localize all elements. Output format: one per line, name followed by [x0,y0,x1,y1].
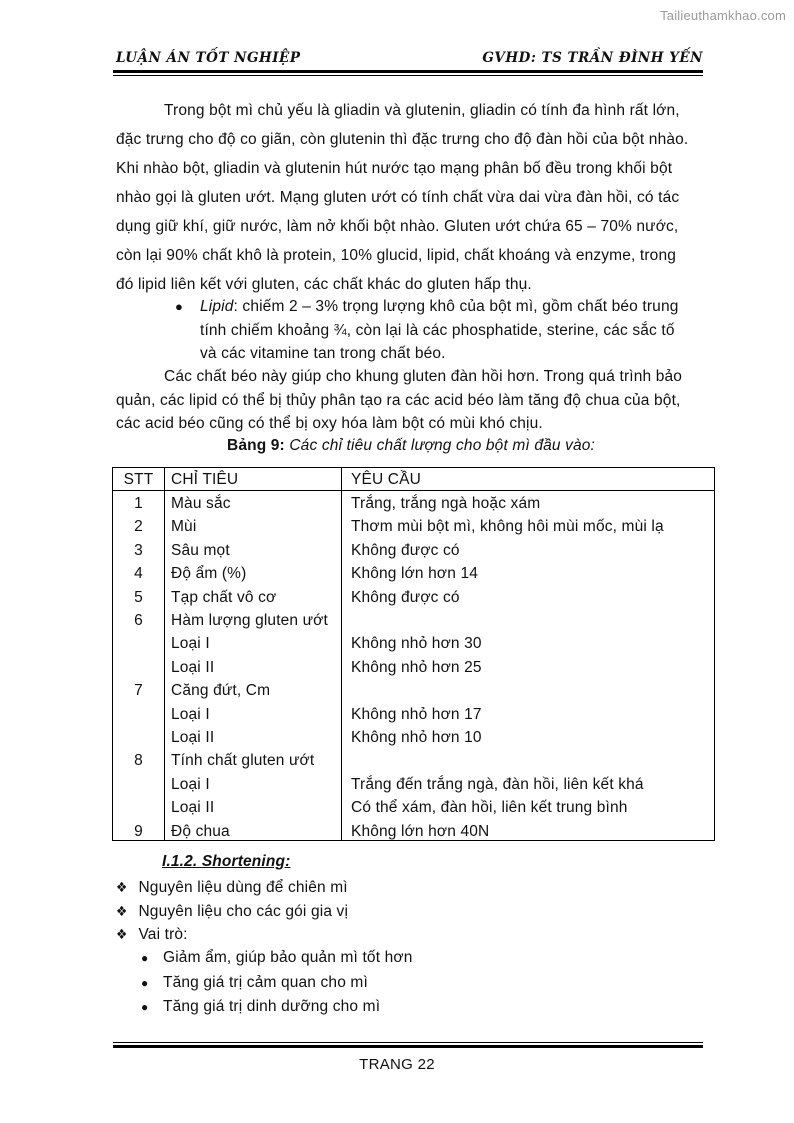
list-item: ❖ Vai trò: [116,923,348,947]
paragraph-line: còn lại 90% chất khô là protein, 10% glucid, lipid, chất khoáng và enzyme, trong [116,247,676,264]
table-row [113,609,714,632]
table-row [113,515,714,538]
bullet-dot-icon: ● [141,951,149,965]
diamond-list [116,876,348,947]
table-cell: 9 [134,822,143,840]
table-cell: 1 [134,494,143,512]
table-row [113,492,714,515]
table-header-cell: CHỈ TIÊU [171,471,239,488]
table-cell: Loại II [171,728,215,746]
lipid-line: tính chiếm khoảng ¾, còn lại là các phosphatide, sterine, các sắc tố [200,321,675,339]
table-cell: Không được có [351,541,460,559]
table-row [113,749,714,772]
lipid-line: và các vitamine tan trong chất béo. [200,345,446,362]
diamond-bullet-icon: ❖ [116,902,128,919]
table-cell: 3 [134,541,143,559]
table-row [113,703,714,726]
table-cell: Mùi [171,518,197,536]
paragraph-line: Trong bột mì chủ yếu là gliadin và glutenin, gliadin có tính đa hình rất lớn, [164,102,680,119]
paragraph-line: quản, các lipid có thể bị thủy phân tạo ra các acid béo làm tăng độ chua của bột, [116,391,681,409]
table-cell: Căng đứt, Cm [171,682,271,700]
table-cell: 5 [134,588,143,606]
lipid-line: Lipid: chiếm 2 – 3% trọng lượng khô của bột mì, gồm chất béo trung [200,298,679,315]
table-cell: Loại I [171,775,210,793]
table-cell: Sâu mọt [171,541,230,559]
header-rule-thick [113,70,703,73]
table-row [113,726,714,749]
table-row [113,656,714,679]
diamond-bullet-icon: ❖ [116,926,128,942]
header-advisor: GVHD: TS TRẦN ĐÌNH YẾN [482,50,703,66]
table-cell: Không nhỏ hơn 30 [351,635,482,653]
table-cell: Trắng, trắng ngà hoặc xám [351,494,541,512]
diamond-bullet-icon: ❖ [116,879,128,895]
page-number: TRANG 22 [359,1056,435,1073]
table-cell: Không nhỏ hơn 25 [351,658,482,676]
paragraph-line: đó lipid liên kết với gluten, các chất khác do gluten hấp thụ. [116,276,532,293]
list-item: ● Tăng giá trị cảm quan cho mì [141,971,412,996]
paragraph-line: Khi nhào bột, gliadin và glutenin hút nước tạo mạng phân bố đều trong khối bột [116,160,673,177]
table-row [113,586,714,609]
table-caption [0,437,794,455]
lipid-term: Lipid [200,298,234,315]
table-cell: Không được có [351,588,460,606]
table-cell: 8 [134,752,143,770]
table-cell: Không nhỏ hơn 10 [351,728,482,746]
paragraph-gluten [116,96,698,299]
table-cell: Có thể xám, đàn hồi, liên kết trung bình [351,799,628,817]
roles-list [141,946,412,1020]
list-item: ❖ Nguyên liệu cho các gói gia vị [116,900,348,924]
table-cell: Độ chua [171,822,230,840]
table-cell: 6 [134,611,143,629]
table-header-cell: YÊU CẦU [351,471,421,488]
table-cell: Hàm lượng gluten ướt [171,611,328,629]
list-item: ❖ Nguyên liệu dùng để chiên mì [116,876,348,900]
table-cell: Độ ẩm (%) [171,565,247,583]
bullet-dot-icon: ● [175,299,184,314]
table-header-cell: STT [123,471,154,488]
table-cell: Tính chất gluten ướt [171,752,315,770]
table-cell: Không lớn hơn 40N [351,822,490,840]
list-item: ● Tăng giá trị dinh dưỡng cho mì [141,995,412,1020]
table-row [113,562,714,585]
table-cell: Không lớn hơn 14 [351,565,479,583]
table-cell: Màu sắc [171,494,231,512]
paragraph-line: nhào gọi là gluten ướt. Mạng gluten ướt có tính chất vừa dai vừa đàn hồi, có tác [116,189,680,206]
lipid-bullet [175,295,705,366]
table-caption-label: Bảng 9: [226,437,285,454]
table-caption-text: Các chỉ tiêu chất lượng cho bột mì đầu vào: [289,437,596,454]
table-cell: Loại II [171,799,215,817]
table-cell: 2 [134,518,143,536]
header-thesis-title: LUẬN ÁN TỐT NGHIỆP [116,50,301,66]
paragraph-line: các acid béo cũng có thể bị oxy hóa làm bột có mùi khó chịu. [116,415,543,432]
watermark: Tailieuthamkhao.com [660,8,786,23]
table-cell: Loại II [171,658,215,676]
table-row [113,773,714,796]
paragraph-line: dụng giữ khí, giữ nước, làm nở khối bột nhào. Gluten ướt chứa 65 – 70% nước, [116,218,679,235]
section-heading: I.1.2. Shortening: [162,853,291,870]
table-cell: Loại I [171,635,210,653]
paragraph-line: Các chất béo này giúp cho khung gluten đàn hồi hơn. Trong quá trình bảo [164,368,683,385]
table-cell: 4 [134,565,143,583]
footer-rule-thick [113,1045,703,1048]
table-row [113,679,714,702]
table-cell: Thơm mùi bột mì, không hôi mùi mốc, mùi lạ [351,518,664,536]
table-cell: Không nhỏ hơn 17 [351,705,482,723]
table-cell: Loại I [171,705,210,723]
table-row [113,632,714,655]
table-cell: Tạp chất vô cơ [171,588,277,606]
table-cell: 7 [134,682,143,700]
paragraph-line: đặc trưng cho độ co giãn, còn glutenin thì đặc trưng cho độ đàn hồi của bột nhào. [116,131,689,148]
paragraph-lipid-effect [116,365,698,436]
bullet-dot-icon: ● [141,1000,149,1014]
list-item: ● Giảm ẩm, giúp bảo quản mì tốt hơn [141,946,412,971]
table-header-row [113,468,714,491]
table-row [113,820,714,843]
quality-table [112,467,715,841]
table-cell: Trắng đến trắng ngà, đàn hồi, liên kết khá [351,775,644,793]
table-row [113,796,714,819]
table-row [113,539,714,562]
footer-rule-thin [113,1042,703,1043]
bullet-dot-icon: ● [141,975,149,990]
header-rule-thin [113,75,703,76]
